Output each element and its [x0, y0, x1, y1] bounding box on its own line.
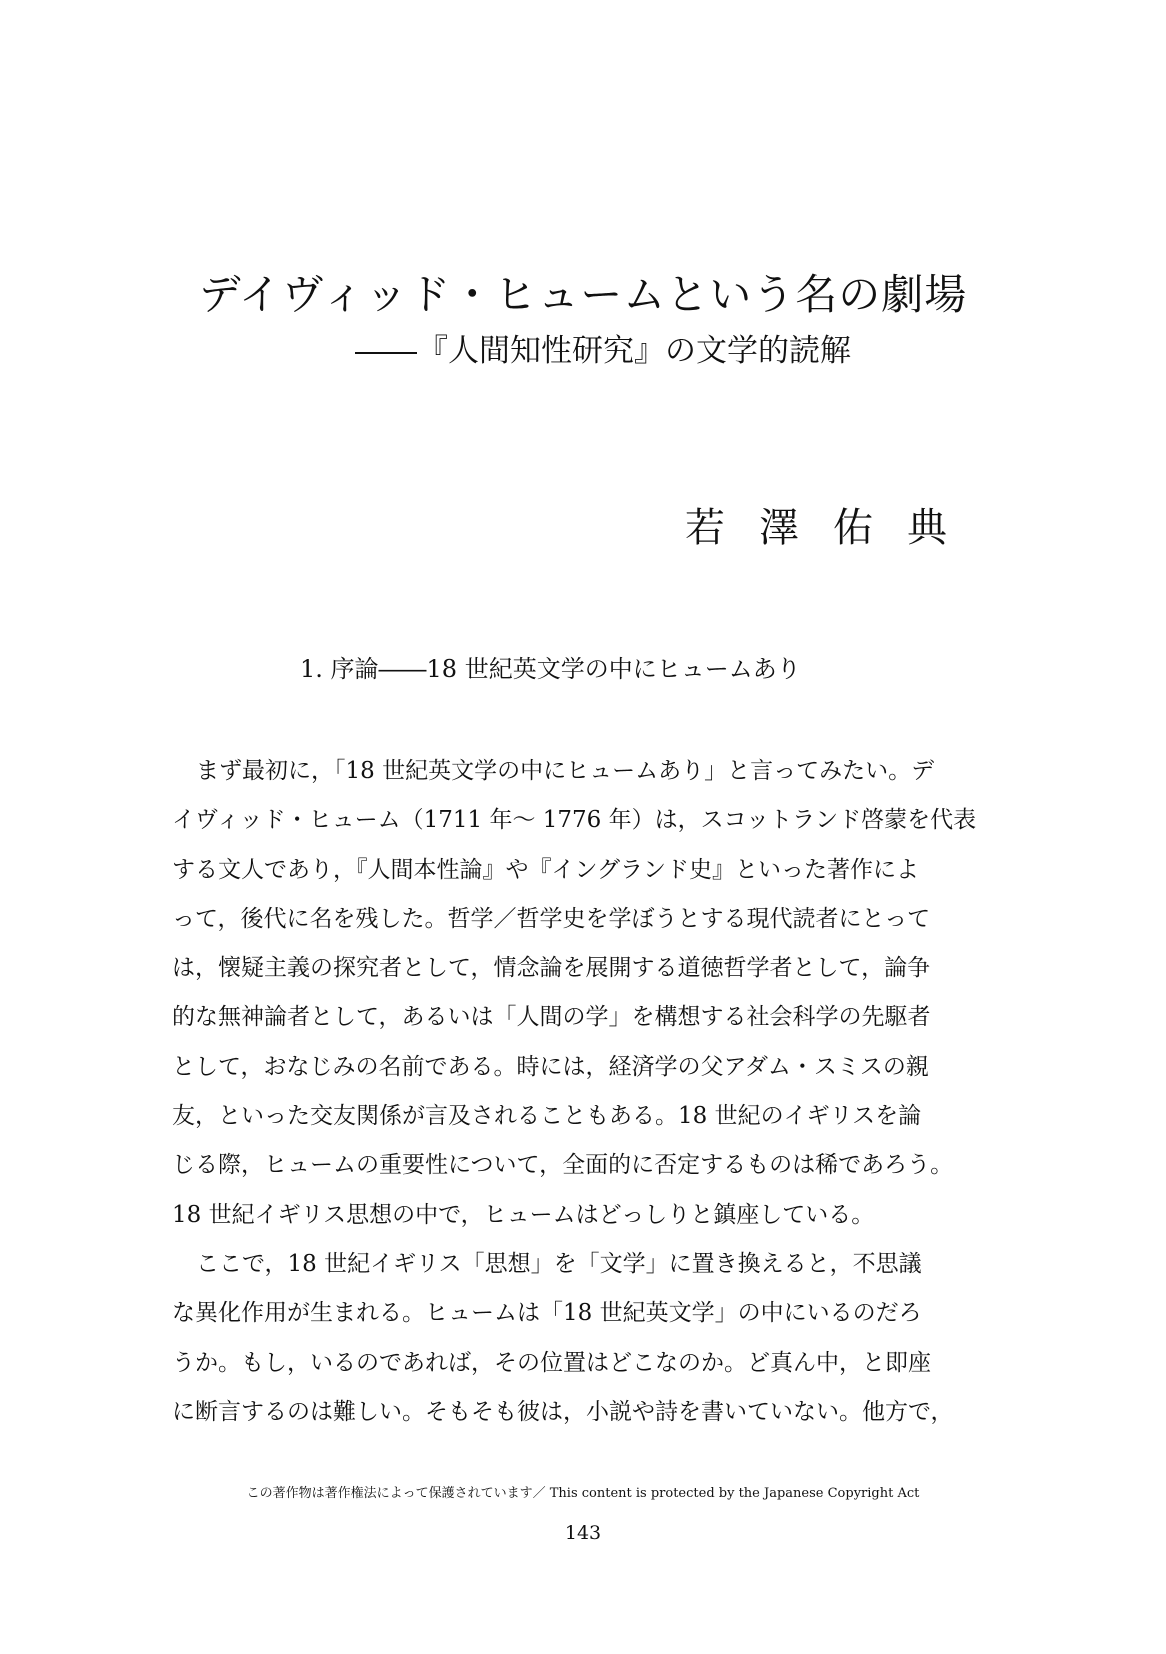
body-line: まず最初に，「18 世紀英文学の中にヒュームあり」と言ってみたい。デ — [196, 758, 935, 784]
body-text — [172, 747, 1032, 1437]
body-line: 友，といった交友関係が言及されることもある。18 世紀のイギリスを論 — [172, 1103, 922, 1130]
body-line: じる際，ヒュームの重要性について，全面的に否定するものは稀であろう。 — [172, 1152, 954, 1179]
body-line: 18 世紀イギリス思想の中で，ヒュームはどっしりと鎮座している。 — [172, 1201, 875, 1228]
body-line: 的な無神論者として，あるいは「人間の学」を構想する社会科学の先駆者 — [172, 1004, 931, 1031]
body-line: として，おなじみの名前である。時には，経済学の父アダム・スミスの親 — [172, 1053, 929, 1080]
page-number: 143 — [564, 1522, 602, 1544]
author-name: 若澤佑典 — [685, 505, 981, 551]
body-line: イヴィッド・ヒューム（1711 年～ 1776 年）は，スコットランド啓蒙を代表 — [172, 807, 977, 834]
section-heading: 1. 序論――18 世紀英文学の中にヒュームあり — [300, 655, 801, 683]
body-line: な異化作用が生まれる。ヒュームは「18 世紀英文学」の中にいるのだろ — [172, 1300, 922, 1327]
body-line: ここで，18 世紀イギリス「思想」を「文学」に置き換えると，不思議 — [196, 1250, 922, 1277]
body-line: うか。もし，いるのであれば，その位置はどこなのか。ど真ん中，と即座 — [172, 1349, 931, 1376]
body-line: って，後代に名を残した。哲学／哲学史を学ぼうとする現代読者にとって — [172, 905, 931, 932]
body-line: する文人であり，『人間本性論』や『イングランド史』といった著作によ — [172, 856, 920, 883]
body-line: は，懐疑主義の探究者として，情念論を展開する道徳哲学者として，論争 — [172, 955, 931, 982]
article-subtitle: ――『人間知性研究』の文学的読解 — [355, 333, 851, 369]
copyright-notice: この著作物は著作権法によって保護されています／ This content is protected by the Japanese Copyright Act — [246, 1486, 920, 1501]
article-title: デイヴィッド・ヒュームという名の劇場 — [198, 270, 968, 319]
body-line: に断言するのは難しい。そもそも彼は，小説や詩を書いていない。他方で， — [172, 1398, 954, 1425]
